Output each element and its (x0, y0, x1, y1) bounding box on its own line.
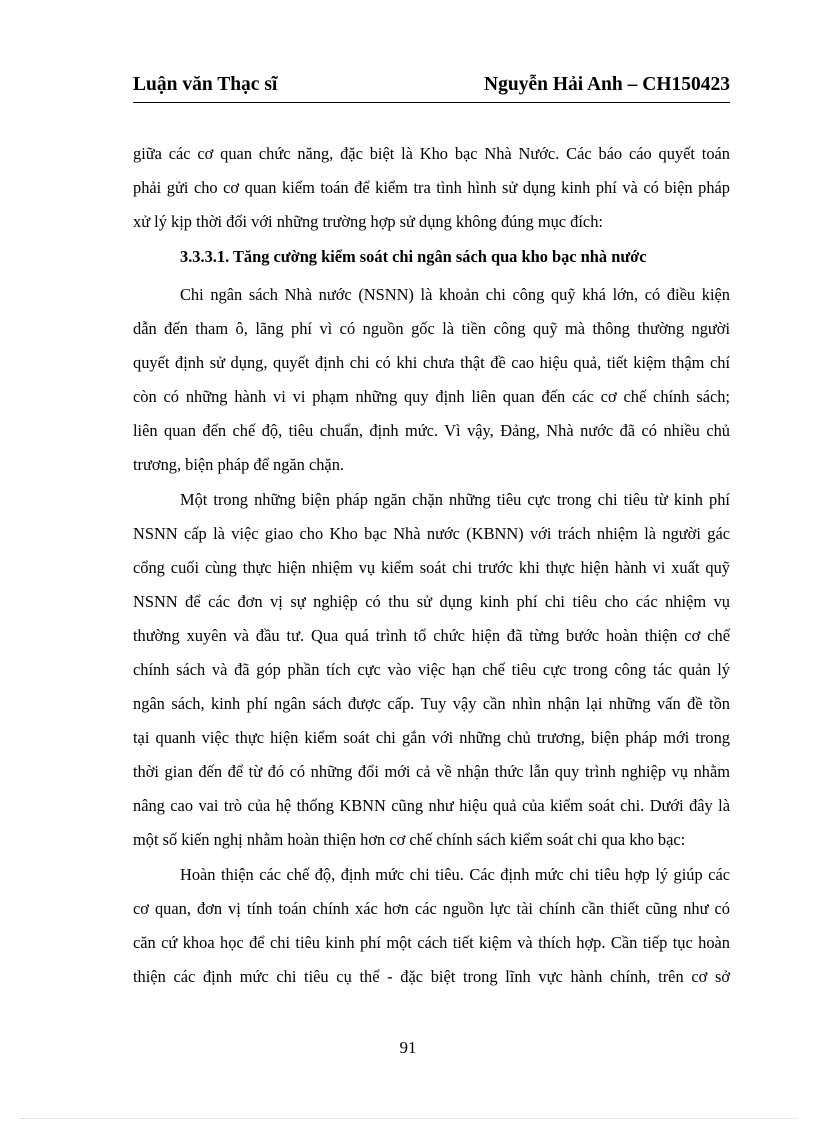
paragraph-line: nâng cao vai trò của hệ thống KBNN cũng như hiệu quả của kiểm soát chi. Dưới đây là (133, 796, 730, 815)
intro-line: giữa các cơ quan chức năng, đặc biệt là Kho bạc Nhà Nước. Các báo cáo quyết toán (133, 144, 730, 163)
intro-line: xử lý kịp thời đối với những trường hợp sử dụng không đúng mục đích: (133, 212, 603, 231)
header-author: Nguyễn Hải Anh – CH150423 (484, 74, 730, 95)
paragraph-line: liên quan đến chế độ, tiêu chuẩn, định mức. Vì vậy, Đảng, Nhà nước đã có nhiều chủ (133, 421, 730, 440)
paragraph-line: Hoàn thiện các chế độ, định mức chi tiêu. Các định mức chi tiêu hợp lý giúp các (180, 865, 730, 884)
paragraph-line: trương, biện pháp để ngăn chặn. (133, 455, 344, 474)
paragraph-line: Chi ngân sách Nhà nước (NSNN) là khoản chi công quỹ khá lớn, có điều kiện (180, 285, 730, 304)
paragraph-line: tại quanh việc thực hiện kiểm soát chi gắn với những chủ trương, biện pháp mới trong (133, 728, 730, 747)
paragraph-line: ngân sách, kinh phí ngân sách được cấp. Tuy vậy cần nhìn nhận lại những vấn đề tồn (133, 694, 730, 713)
paragraph-line: quyết định sử dụng, quyết định chi có khi chưa thật đề cao hiệu quả, tiết kiệm thậm chí (133, 353, 730, 372)
header-thesis-type: Luận văn Thạc sĩ (133, 74, 278, 95)
page-bottom-divider (20, 1118, 796, 1119)
paragraph-line: thiện các định mức chi tiêu cụ thể - đặc biệt trong lĩnh vực hành chính, trên cơ sở (133, 967, 730, 986)
section-heading: 3.3.3.1. Tăng cường kiểm soát chi ngân sách qua kho bạc nhà nước (180, 247, 647, 266)
paragraph-line: một số kiến nghị nhằm hoàn thiện hơn cơ chế chính sách kiểm soát chi qua kho bạc: (133, 830, 686, 849)
paragraph-line: căn cứ khoa học để chi tiêu kinh phí một cách tiết kiệm và thích hợp. Cần tiếp tục hoàn (133, 933, 730, 952)
paragraph-line: NSNN để các đơn vị sự nghiệp có thu sử dụng kinh phí chi tiêu cho các nhiệm vụ (133, 592, 730, 611)
paragraph-line: dẫn đến tham ô, lãng phí vì có nguồn gốc là tiền công quỹ mà thông thường người (133, 319, 730, 338)
intro-line: phải gửi cho cơ quan kiểm toán để kiểm tra tình hình sử dụng kinh phí và có biện pháp (133, 178, 730, 197)
paragraph-line: còn có những hành vi vi phạm những quy định liên quan đến các cơ chế chính sách; (133, 387, 730, 406)
paragraph-line: Một trong những biện pháp ngăn chặn những tiêu cực trong chi tiêu từ kinh phí (180, 490, 730, 509)
page-number: 91 (399, 1038, 417, 1057)
page-header (133, 70, 730, 103)
paragraph-line: thời gian đến để từ đó có những đổi mới cả về nhận thức lẫn quy trình nghiệp vụ nhằm (133, 762, 730, 781)
paragraph-line: cổng cuối cùng thực hiện nhiệm vụ kiểm soát chi trước khi thực hiện hành vi xuất quỹ (133, 558, 730, 577)
paragraph-line: cơ quan, đơn vị tính toán chính xác hơn các nguồn lực tài chính cần thiết cũng như có (133, 899, 730, 918)
paragraph-line: chính sách và đã góp phần tích cực vào việc hạn chế tiêu cực trong công tác quản lý (133, 660, 730, 679)
paragraph-line: thường xuyên và đầu tư. Qua quá trình tổ chức hiện đã từng bước hoàn thiện cơ chế (133, 626, 730, 645)
paragraph-line: NSNN cấp là việc giao cho Kho bạc Nhà nước (KBNN) với trách nhiệm là người gác (133, 524, 730, 543)
